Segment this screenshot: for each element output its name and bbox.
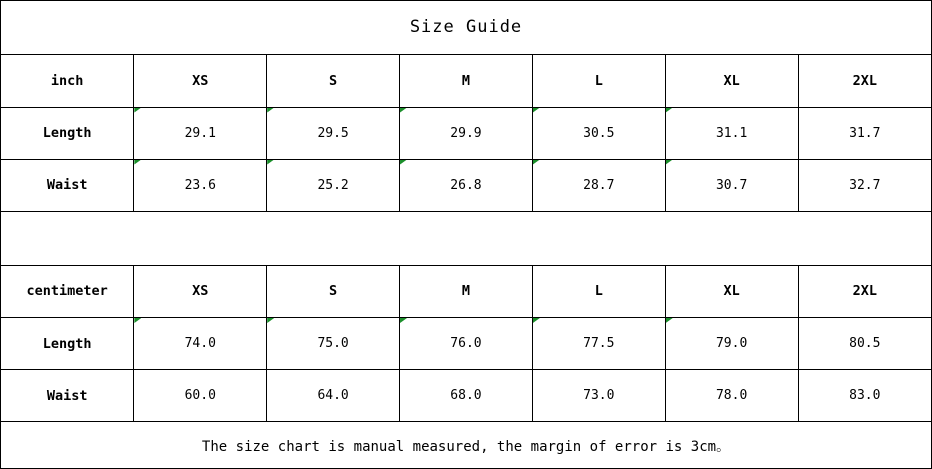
cell-inch-length-l: 30.5 xyxy=(532,107,665,159)
cell-inch-length-m: 29.9 xyxy=(400,107,533,159)
table-row xyxy=(1,370,931,422)
cell-cm-length-s: 75.0 xyxy=(267,318,400,370)
column-header-l: L xyxy=(532,55,665,107)
row-label-waist: Waist xyxy=(1,159,134,211)
cell-cm-waist-l: 73.0 xyxy=(532,370,665,422)
cell-inch-waist-xl: 30.7 xyxy=(665,159,798,211)
cell-inch-length-2xl: 31.7 xyxy=(798,107,931,159)
cell-inch-length-xl: 31.1 xyxy=(665,107,798,159)
cell-inch-length-s: 29.5 xyxy=(267,107,400,159)
column-header-m: M xyxy=(400,55,533,107)
column-header-m: M xyxy=(400,266,533,318)
table-row xyxy=(1,318,931,370)
row-label-length: Length xyxy=(1,318,134,370)
column-header-xs: XS xyxy=(134,266,267,318)
cell-inch-waist-2xl: 32.7 xyxy=(798,159,931,211)
cell-cm-length-m: 76.0 xyxy=(400,318,533,370)
table-row xyxy=(1,159,931,211)
cell-cm-waist-m: 68.0 xyxy=(400,370,533,422)
column-header-l: L xyxy=(532,266,665,318)
unit-label-centimeter: centimeter xyxy=(1,266,134,318)
column-header-xl: XL xyxy=(665,55,798,107)
table-row xyxy=(1,107,931,159)
size-table-inch xyxy=(1,55,931,212)
cell-inch-waist-xs: 23.6 xyxy=(134,159,267,211)
unit-label-inch: inch xyxy=(1,55,134,107)
size-table-centimeter xyxy=(1,266,931,423)
column-header-2xl: 2XL xyxy=(798,266,931,318)
cell-inch-waist-s: 25.2 xyxy=(267,159,400,211)
page-title: Size Guide xyxy=(1,1,931,55)
table-header-row xyxy=(1,55,931,107)
row-label-length: Length xyxy=(1,107,134,159)
cell-cm-waist-xl: 78.0 xyxy=(665,370,798,422)
table-header-row xyxy=(1,266,931,318)
row-label-waist: Waist xyxy=(1,370,134,422)
cell-cm-length-xs: 74.0 xyxy=(134,318,267,370)
cell-cm-length-l: 77.5 xyxy=(532,318,665,370)
cell-cm-waist-xs: 60.0 xyxy=(134,370,267,422)
cell-cm-length-2xl: 80.5 xyxy=(798,318,931,370)
cell-inch-waist-l: 28.7 xyxy=(532,159,665,211)
column-header-2xl: 2XL xyxy=(798,55,931,107)
footer-note: The size chart is manual measured, the margin of error is 3cm。 xyxy=(201,439,731,455)
cell-cm-waist-2xl: 83.0 xyxy=(798,370,931,422)
cell-cm-length-xl: 79.0 xyxy=(665,318,798,370)
cell-inch-length-xs: 29.1 xyxy=(134,107,267,159)
column-header-xs: XS xyxy=(134,55,267,107)
column-header-s: S xyxy=(267,266,400,318)
cell-inch-waist-m: 26.8 xyxy=(400,159,533,211)
column-header-s: S xyxy=(267,55,400,107)
column-header-xl: XL xyxy=(665,266,798,318)
table-gap-divider xyxy=(1,212,931,266)
cell-cm-waist-s: 64.0 xyxy=(267,370,400,422)
